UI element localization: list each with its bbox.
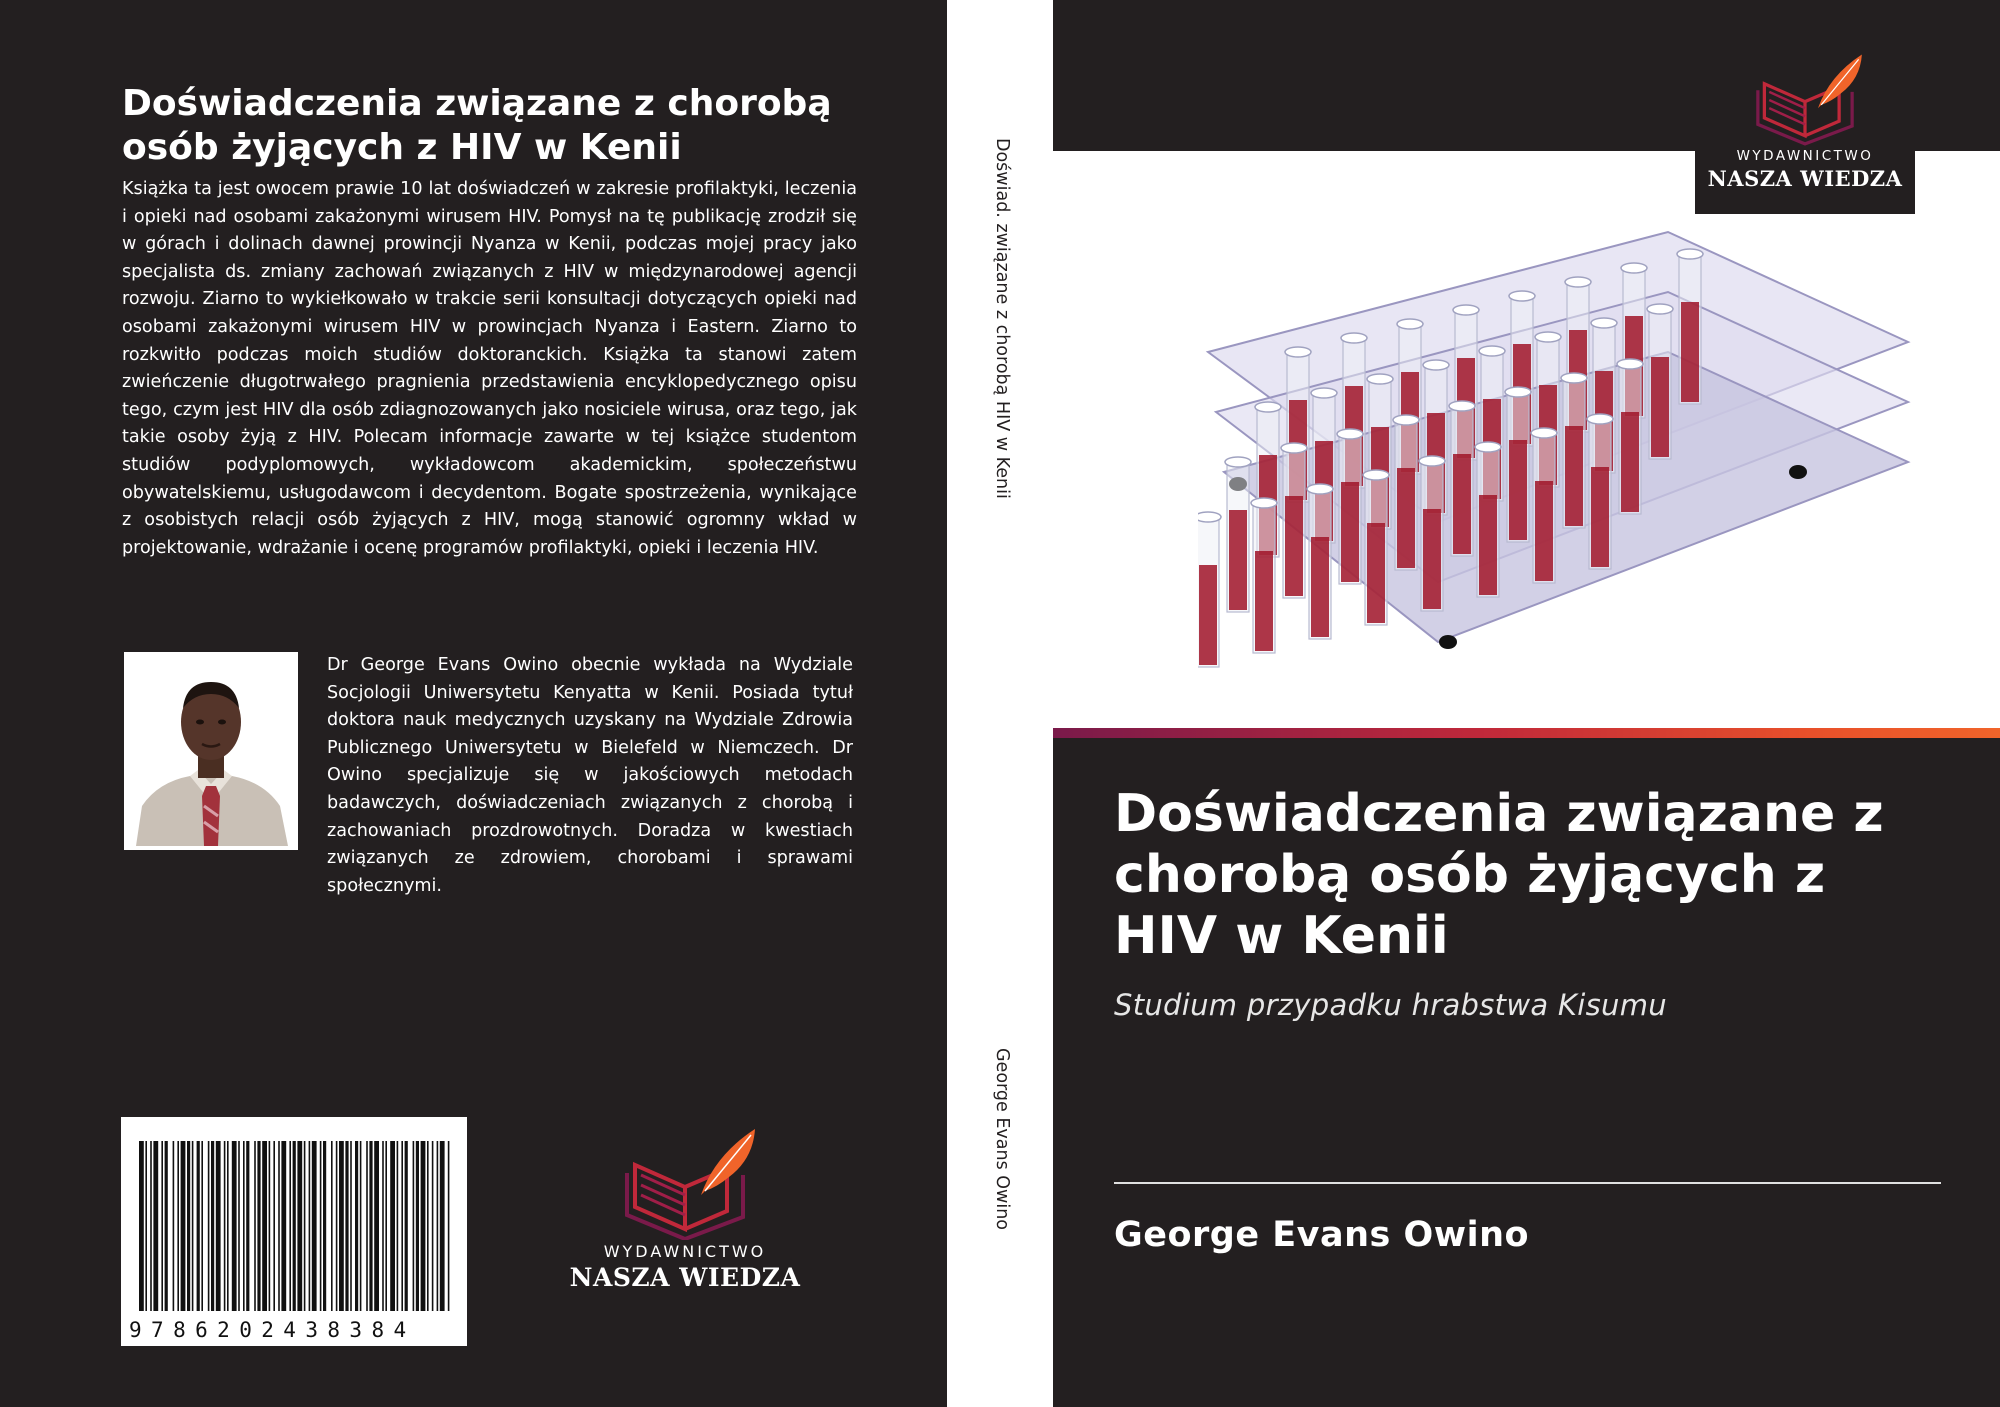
- publisher-label: WYDAWNICTWO: [1736, 148, 1874, 164]
- front-cover-subtitle: Studium przypadku hrabstwa Kisumu: [1114, 988, 1667, 1022]
- spine-author: George Evans Owino: [992, 1048, 1012, 1231]
- isbn-barcode: [121, 1117, 467, 1346]
- back-publisher-logo: [565, 1125, 805, 1310]
- back-cover-description: Książka ta jest owocem prawie 10 lat doświadczeń w zakresie profilaktyki, leczenia i opieki nad osobami zakażonymi wirusem HIV. Pomysł na tę publikację zrodził się w górach i dolinach dawnej prowincji Nyanza w Kenii, podczas mojej pracy jako specjalista ds. zmiany zachowań związanych z HIV w międzynarodowej agencji rozwoju. Ziarno to wykiełkowało w trakcie serii konsultacji dotyczących opieki nad osobami zakażonymi wirusem HIV w prowincjach Nyanza i Eastern. Ziarno to rozkwitło podczas moich studiów doktoranckich. Książka ta stanowi zatem zwieńczenie długotrwałego pragnienia przedstawienia encyklopedycznego opisu tego, czym jest HIV dla osób zdiagnozowanych jako nosiciele wirusa, oraz tego, jak takie osoby żyją z HIV. Polecam informacje zawarte w tej książce studentom studiów podyplomowych, wykładowcom akademickim, społeczeństwu obywatelskiemu, usługodawcom i decydentom. Bogate spostrzeżenia, wynikające z osobistych relacji osób żyjących z HIV, mogą stanowić ogromny wkład w projektowanie, wdrażanie i ocenę programów profilaktyki, opieki i leczenia HIV.: [122, 179, 857, 558]
- front-cover: [1053, 0, 2000, 1407]
- front-title-line-3: HIV w Kenii: [1114, 906, 1449, 966]
- accent-gradient-bar: [1053, 728, 2000, 738]
- barcode-number: 9786202438384: [129, 1318, 416, 1342]
- front-title-line-2: chorobą osób żyjących z: [1114, 845, 1826, 905]
- front-cover-title: [1114, 784, 1954, 967]
- barcode-bars: [121, 1117, 467, 1317]
- spine-title: Doświad. związane z chorobą HIV w Kenii: [992, 138, 1012, 499]
- publisher-label: WYDAWNICTWO: [603, 1242, 767, 1261]
- divider-line: [1114, 1182, 1941, 1184]
- author-bio: Dr George Evans Owino obecnie wykłada na Wydziale Socjologii Uniwersytetu Kenyatta w Kenii. Posiada tytuł doktora nauk medycznych uzyskany na Wydziale Zdrowia Publicznego Uniwersytetu w Bielefeld w Niemczech. Dr Owino specjalizuje się w jakościowych metodach badawczych, doświadczeniach związanych z chorobą i zachowaniach prozdrowotnych. Doradza w kwestiach związanych ze zdrowiem, chorobami i sprawami społecznymi.: [327, 655, 853, 896]
- publisher-name: NASZA WIEDZA: [1707, 166, 1903, 191]
- back-title-line-1: Doświadczenia związane z chorobą: [122, 83, 832, 124]
- book-quill-icon: [605, 1125, 765, 1240]
- front-publisher-logo: [1695, 48, 1915, 214]
- back-title-line-2: osób żyjących z HIV w Kenii: [122, 127, 682, 168]
- author-photo: [124, 652, 298, 850]
- back-cover-title: [122, 82, 857, 170]
- book-quill-icon: [1740, 48, 1870, 148]
- publisher-name: NASZA WIEDZA: [569, 1263, 801, 1292]
- front-cover-author: George Evans Owino: [1114, 1215, 1530, 1255]
- front-title-line-1: Doświadczenia związane z: [1114, 784, 1884, 844]
- test-tube-rack-image: [1198, 222, 1918, 682]
